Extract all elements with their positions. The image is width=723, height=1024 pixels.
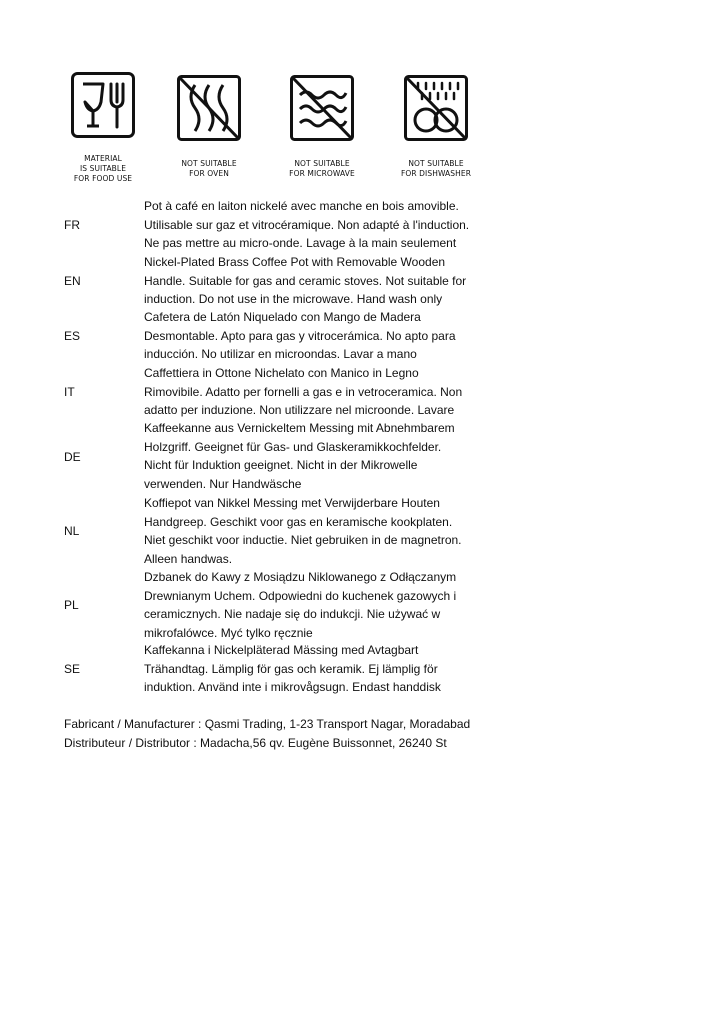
- language-code: EN: [64, 274, 81, 288]
- caption-line: FOR FOOD USE: [73, 174, 133, 183]
- food-safe-caption: [48, 154, 158, 184]
- description-line: Ne pas mettre au micro-onde. Lavage à la main seulement: [144, 236, 457, 250]
- description-line: Drewnianym Uchem. Odpowiedni do kuchenek gazowych i: [144, 588, 457, 603]
- footer: [64, 715, 684, 752]
- language-description: [144, 364, 474, 420]
- description-line: Desmontable. Apto para gas y vitrocerámica. No apto para: [144, 328, 456, 343]
- language-description: [144, 568, 474, 642]
- not-oven-safe-icon: [177, 75, 241, 141]
- caption-line: FOR DISHWASHER: [400, 169, 472, 178]
- caption-line: FOR MICROWAVE: [289, 169, 355, 178]
- language-description: [144, 253, 474, 309]
- description-line: Nickel-Plated Brass Coffee Pot with Removable Wooden: [144, 255, 446, 269]
- description-line: Niet geschikt voor inductie. Niet gebruiken in de magnetron.: [144, 533, 462, 547]
- language-description: [144, 308, 474, 364]
- not-microwave-safe-caption: [267, 159, 377, 179]
- description-line: Utilisable sur gaz et vitrocéramique. Non adapté à l'induction.: [144, 217, 470, 232]
- description-line: adatto per induzione. Non utilizzare nel microonde. Lavare: [144, 403, 455, 417]
- description-line: Koffiepot van Nikkel Messing met Verwijderbare Houten: [144, 496, 440, 510]
- description-line: Kaffeekanne aus Vernickeltem Messing mit Abnehmbarem: [144, 421, 455, 435]
- not-dishwasher-safe-icon: [404, 75, 468, 141]
- description-line: ceramicznych. Nie nadaje się do indukcji. Nie używać w: [144, 607, 441, 621]
- language-code: IT: [64, 385, 75, 399]
- distributor-line: Distributeur / Distributor : Madacha,56 qv. Eugène Buissonnet, 26240 St: [64, 735, 447, 750]
- description-line: Nicht für Induktion geeignet. Nicht in der Mikrowelle: [144, 458, 418, 472]
- caption-line: NOT SUITABLE: [294, 159, 350, 168]
- language-code: ES: [64, 329, 81, 343]
- care-icons-row: [0, 0, 723, 200]
- food-safe-icon: [71, 72, 135, 138]
- description-line: Cafetera de Latón Niquelado con Mango de Madera: [144, 310, 421, 324]
- language-description: [144, 494, 474, 568]
- not-dishwasher-safe-caption: [381, 159, 491, 179]
- language-code: DE: [64, 450, 81, 464]
- description-line: Caffettiera in Ottone Nichelato con Manico in Legno: [144, 366, 419, 380]
- description-line: Handgreep. Geschikt voor gas en keramische kookplaten.: [144, 514, 453, 529]
- language-description: [144, 641, 474, 697]
- caption-line: NOT SUITABLE: [181, 159, 237, 168]
- caption-line: IS SUITABLE: [79, 164, 127, 173]
- language-code: FR: [64, 218, 80, 232]
- description-line: Holzgriff. Geeignet für Gas- und Glaskeramikkochfelder.: [144, 439, 442, 454]
- not-microwave-safe-icon: [290, 75, 354, 141]
- description-line: Alleen handwas.: [144, 551, 233, 566]
- caption-line: NOT SUITABLE: [408, 159, 464, 168]
- description-line: inducción. No utilizar en microondas. Lavar a mano: [144, 347, 417, 361]
- caption-line: FOR OVEN: [189, 169, 229, 178]
- description-line: Handle. Suitable for gas and ceramic stoves. Not suitable for: [144, 273, 467, 288]
- caption-line: MATERIAL: [84, 154, 122, 163]
- description-line: verwenden. Nur Handwäsche: [144, 476, 302, 491]
- description-line: mikrofalówce. Myć tylko ręcznie: [144, 625, 313, 640]
- description-line: Trähandtag. Lämplig för gas och keramik. Ej lämplig för: [144, 661, 438, 676]
- description-line: Rimovibile. Adatto per fornelli a gas e in vetroceramica. Non: [144, 384, 463, 399]
- language-code: NL: [64, 524, 80, 538]
- description-line: induktion. Använd inte i mikrovågsugn. Endast handdisk: [144, 680, 441, 694]
- not-oven-safe-caption: [154, 159, 264, 179]
- language-description: [144, 419, 474, 493]
- description-line: Pot à café en laiton nickelé avec manche en bois amovible.: [144, 199, 459, 213]
- description-line: induction. Do not use in the microwave. Hand wash only: [144, 292, 443, 306]
- description-line: Dzbanek do Kawy z Mosiądzu Niklowanego z Odłączanym: [144, 570, 457, 584]
- language-code: SE: [64, 662, 81, 676]
- description-line: Kaffekanna i Nickelpläterad Mässing med Avtagbart: [144, 643, 419, 657]
- manufacturer-line: Fabricant / Manufacturer : Qasmi Trading, 1-23 Transport Nagar, Moradabad: [64, 717, 471, 731]
- language-description: [144, 197, 474, 253]
- language-code: PL: [64, 598, 79, 612]
